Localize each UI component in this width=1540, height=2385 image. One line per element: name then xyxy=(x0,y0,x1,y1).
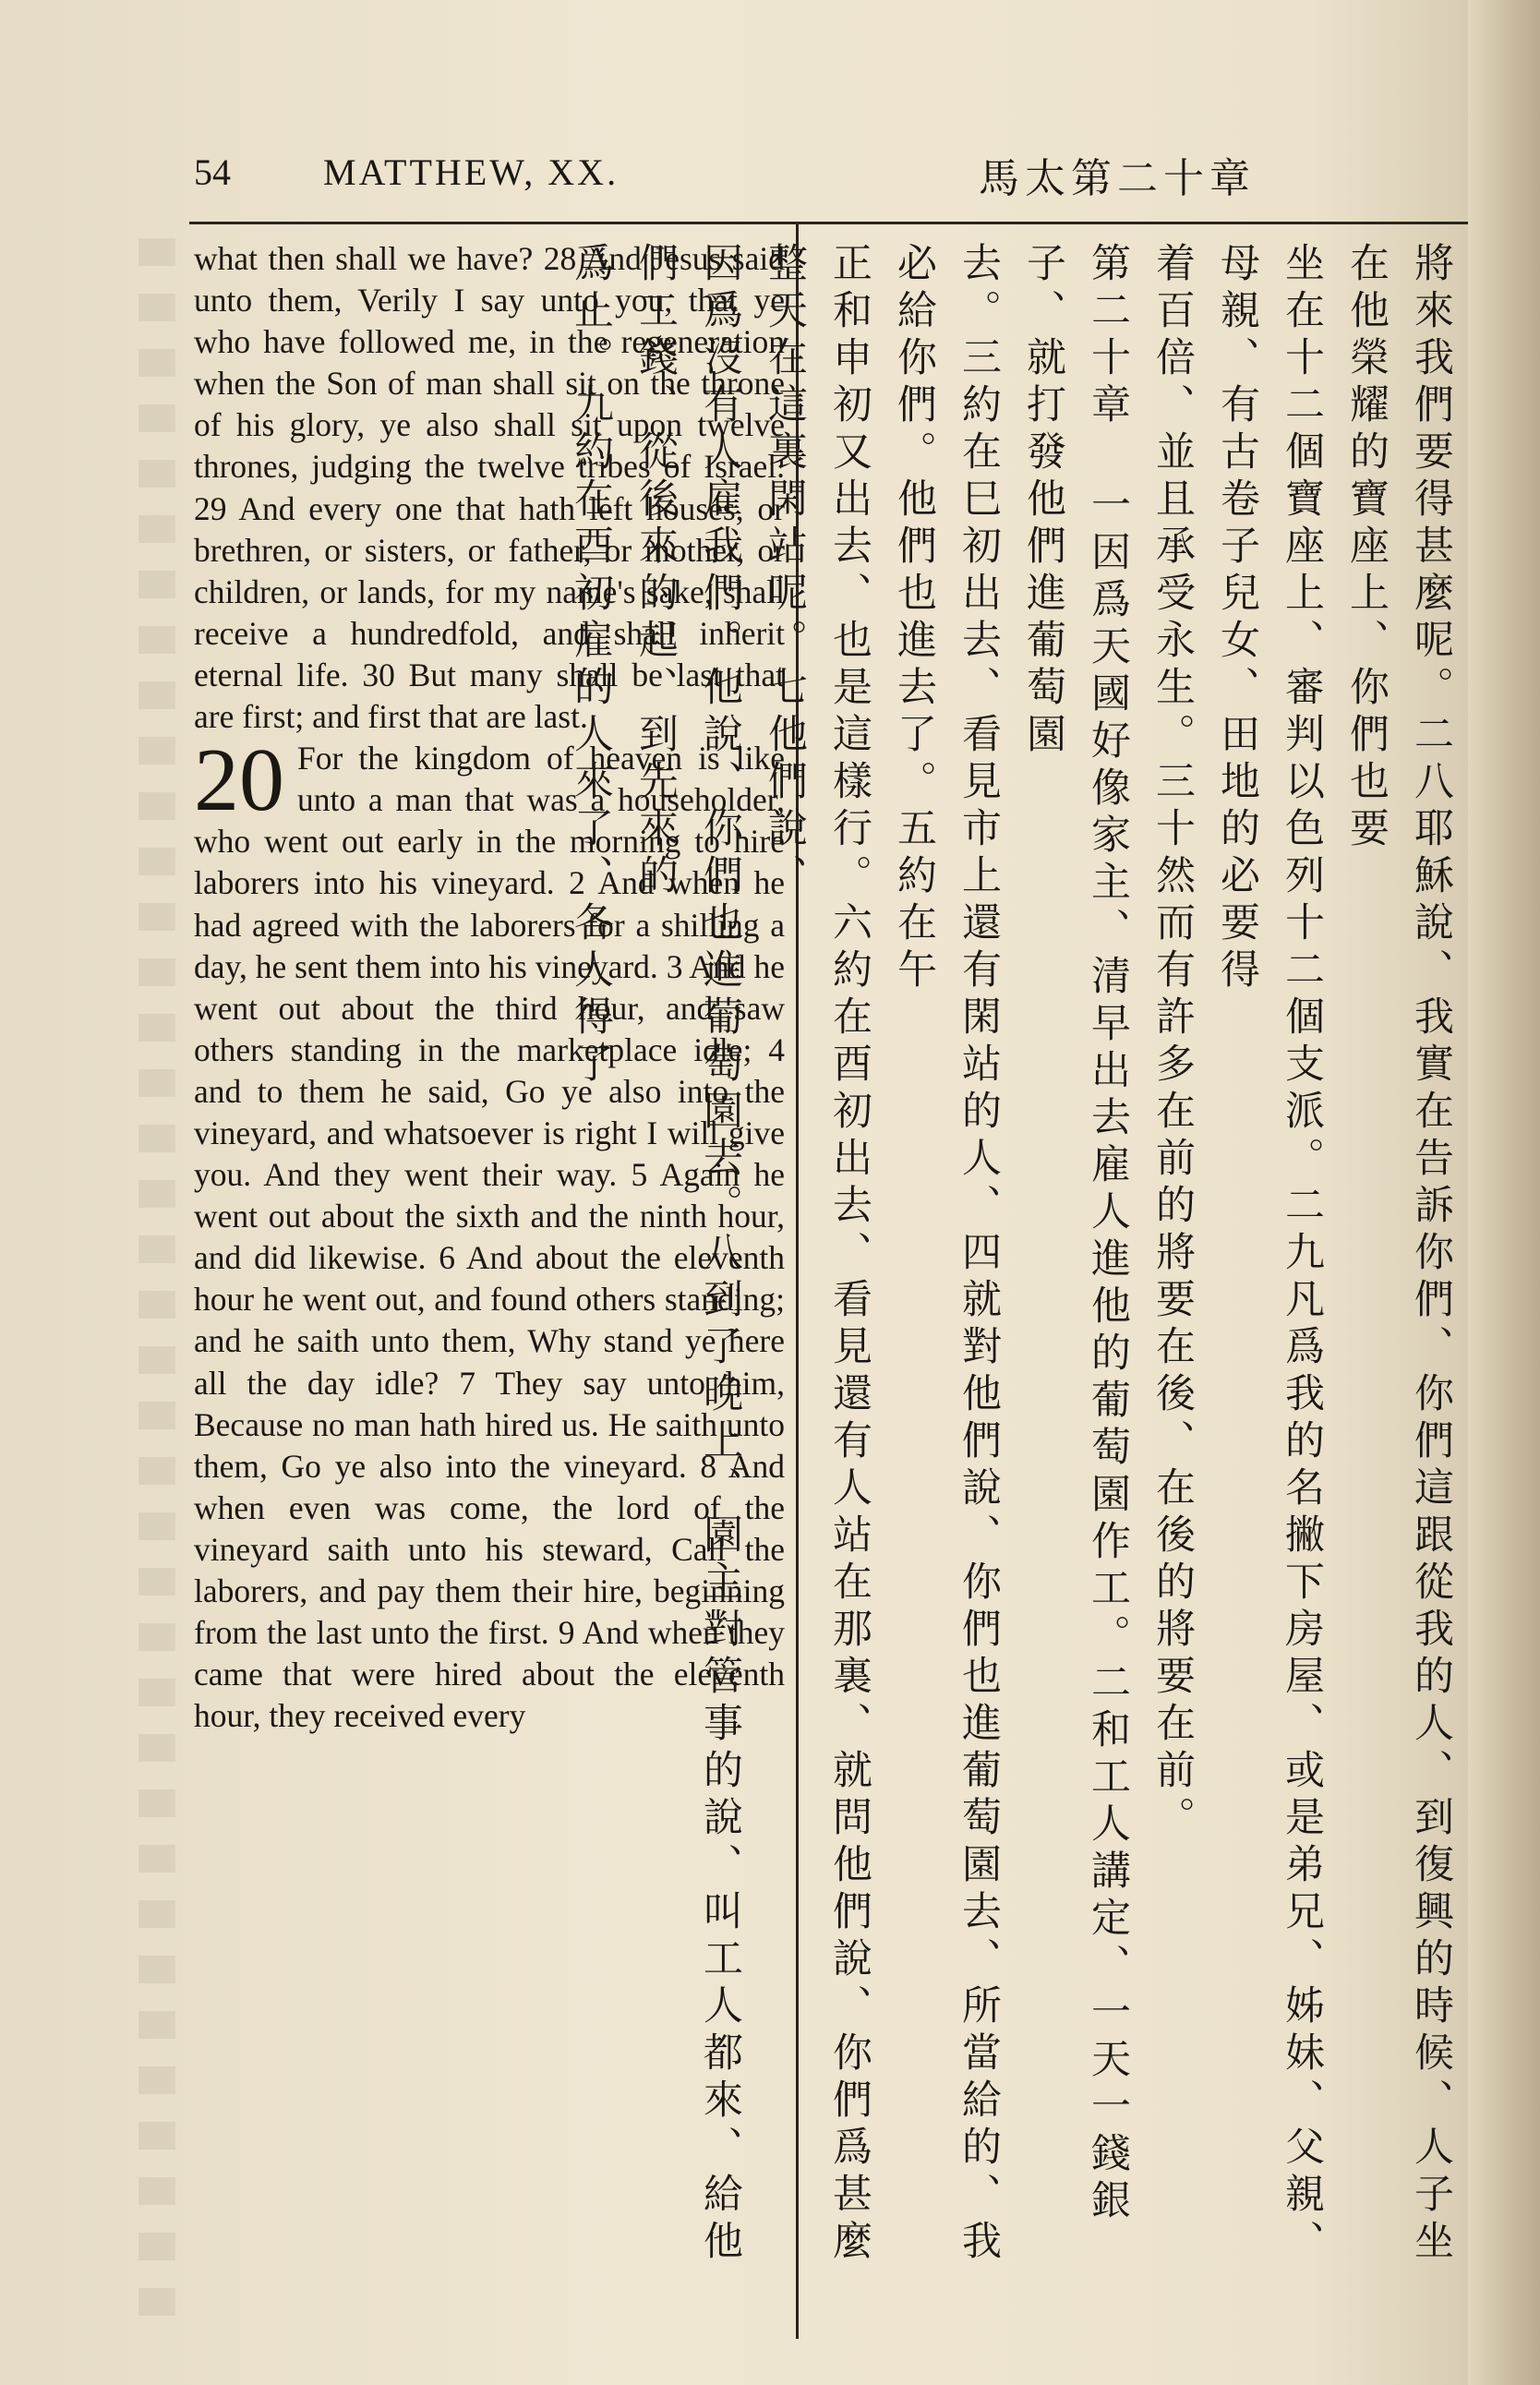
chinese-column-3: 着百倍、並且承受永生。三十然而有許多在前的將要在後、在後的將要在前。 xyxy=(1149,242,1196,1843)
chinese-column-4: 第二十章 一因爲天國好像家主、清早出去雇人進他的葡萄園作工。二和工人講定、一天一錢銀子、就打發他們進葡萄園 xyxy=(1020,242,1131,2226)
page-header xyxy=(194,143,1468,208)
chinese-text-columns xyxy=(568,242,1463,2301)
running-title: MATTHEW, XX. xyxy=(323,151,620,193)
header-rule xyxy=(189,222,1468,224)
chinese-column-1: 將來我們要得甚麼呢。二八耶穌說、我實在告訴你們、你們這跟從我的人、到復興的時候、人子坐在他榮耀的寶座上、你們也要 xyxy=(1343,242,1454,2267)
chinese-running-title: 馬太第二十章 xyxy=(979,155,1256,202)
chinese-column-5: 去。三約在巳初出去、看見市上還有閑站的人、四就對他們說、你們也進葡萄園去、所當給的、我必給你們。他們也進去了。五約在午 xyxy=(891,242,1002,2267)
chinese-column-2: 坐在十二個寶座上、審判以色列十二個支派。二九凡爲我的名撇下房屋、或是弟兄、姊妹、父親、母親、有古卷子兒女、田地的必要得 xyxy=(1214,242,1325,2267)
chinese-column-8: 爲止。九約在酉初雇的人來了、各人得了 xyxy=(568,242,614,1090)
chapter-drop-number: 20 xyxy=(194,730,284,831)
book-spine-edge xyxy=(1468,0,1540,2385)
chinese-column-7: 因爲沒有人雇我們。他說、你們也進葡萄園去。八到了晚上、園主對管事的說、叫工人都來、給他們工錢、從後來的起、到先來的 xyxy=(632,242,743,2267)
chinese-column-6: 正和申初又出去、也是這樣行。六約在酉初出去、看見還有人站在那裏、就問他們說、你們爲甚麼整天在這裏閑站呢。七他們說、 xyxy=(762,242,872,2267)
show-through-text xyxy=(138,238,175,2316)
english-paragraph-1: what then shall we have? 28 And Jesus said unto them, Verily I say unto you, that ye who have followed me, in the regeneration when the Son of man shall sit on the throne of his glory, ye also shall sit upon twelve thrones, judging the twelve tribes of Israel. 29 And every one that hath left houses, or brethren, or sisters, or father, or mother, or children, or lands, for my name's sake, shall receive a hundredfold, and shall inherit eternal life. 30 But many shall be last that are first; and first that are last. xyxy=(194,240,785,736)
page-number: 54 xyxy=(194,151,231,193)
english-paragraph-2-text: For the kingdom of heaven is like unto a man that was a householder, who went out early in the morning to hire laborers into his vineyard. 2 And when he had agreed with the laborers for a shilling a day, he sent them into his vineyard. 3 And he went out about the third hour, and saw others standing in the marketplace idle; 4 and to them he said, Go ye also into the vineyard, and whatsoever is right I will give you. And they went their way. 5 Again he went out about the sixth and the ninth hour, and did likewise. 6 And about the eleventh hour he went out, and found others standing; and he saith unto them, Why stand ye here all the day idle? 7 They say unto him, Because no man hath hired us. He saith unto them, Go ye also into the vineyard. 8 And when even was come, the lord of the vineyard saith unto his steward, Call the laborers, and pay them their hire, beginning from the last unto the first. 9 And when they came that were hired about the eleventh hour, they received every xyxy=(194,740,785,1735)
